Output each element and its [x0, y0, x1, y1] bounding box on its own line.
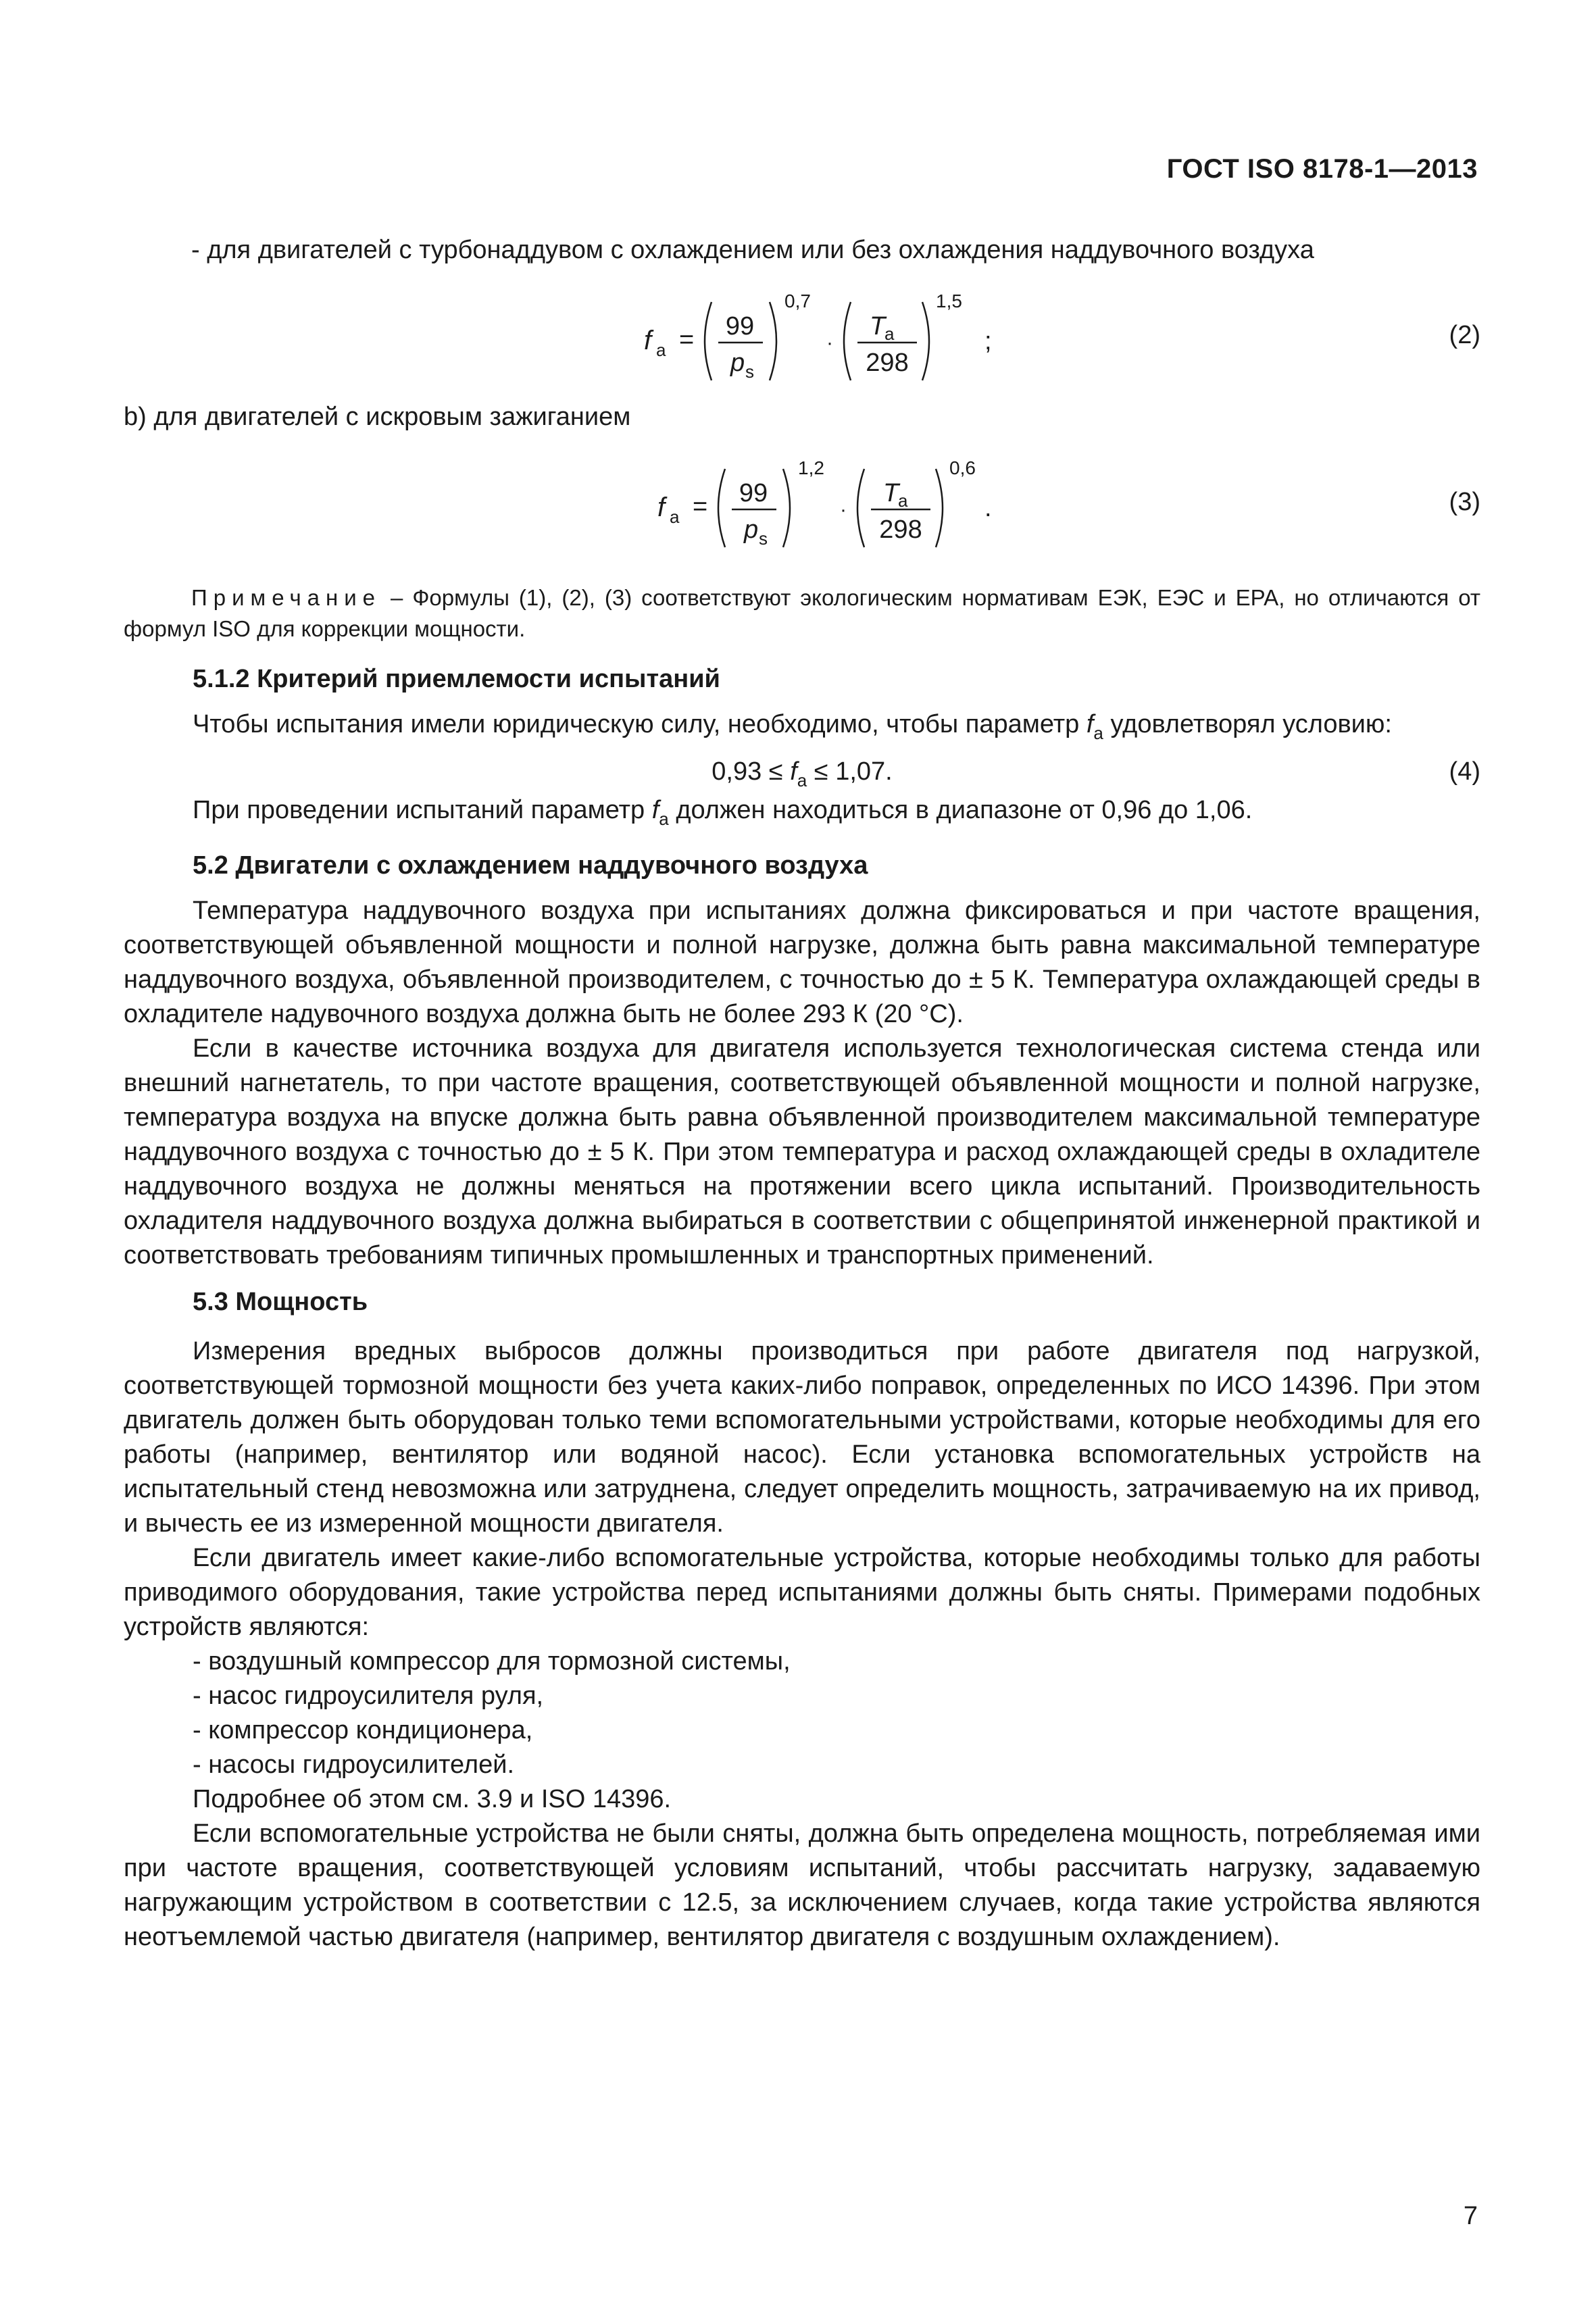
formula-2-lhs: f: [644, 326, 652, 355]
formula-3-den2: 298: [879, 515, 922, 544]
list-item: - воздушный компрессор для тормозной системы,: [193, 1647, 791, 1676]
formula-2-num2: T: [870, 312, 886, 341]
formula-3-paren-l1: [718, 469, 725, 547]
section-5-1-2-paragraph-1: Чтобы испытания имели юридическую силу, необходимо, чтобы параметр $f_a$ удовлетворял условию:: [193, 710, 1392, 743]
formula-3-exp1: 1,2: [798, 457, 824, 478]
formula-3-lhs-sub: a: [670, 507, 680, 527]
formula-3-den1-sub: s: [759, 528, 768, 549]
formula-2-den1: p: [730, 349, 745, 377]
section-5-3-heading: 5.3 Мощность: [193, 1288, 368, 1316]
formula-2-num2-sub: a: [884, 324, 895, 344]
section-5-3-paragraph-3: Подробнее об этом см. 3.9 и ISO 14396.: [193, 1785, 672, 1813]
formula-4-number: (4): [1449, 757, 1480, 786]
formula-3-num2-sub: a: [898, 491, 908, 511]
note-paragraph: [124, 582, 1480, 645]
item-b-text: b) для двигателей с искровым зажиганием: [124, 403, 631, 431]
formula-2-paren-l2: [844, 302, 851, 380]
formula-2: [644, 287, 1049, 395]
formula-4: $0,93 \le f_a \le 1,07$.: [712, 757, 893, 790]
note-text: Формулы (1), (2), (3) соответствуют экологическим нормативам ЕЭК, ЕЭС и EPA, но отличаются от формул ISO для коррекции мощности.: [124, 585, 1480, 641]
formula-2-paren-r1: [770, 302, 776, 380]
note-block: [124, 582, 1480, 645]
formula-4-row: [124, 755, 1480, 789]
formula-3-paren-l2: [857, 469, 864, 547]
formula-3-num2: T: [883, 479, 899, 507]
formula-2-row: [124, 287, 1480, 395]
section-5-2-paragraph-1: Температура наддувочного воздуха при испытаниях должна фиксироваться и при частоте вращения, соответствующей объявленной мощности и полной нагрузке, должна быть равна максимальной температуре наддувочного воздуха, объявленной производителем, с точностью до ± 5 К. Температура охлаждающей среды в охладителе надувочного воздуха должна быть не более 293 К (20 °С).: [124, 897, 1480, 1028]
formula-3-row: [124, 454, 1480, 562]
formula-3-tail: .: [984, 494, 992, 522]
section-5-1-2-heading: 5.1.2 Критерий приемлемости испытаний: [193, 665, 720, 693]
page-number: 7: [1463, 2202, 1478, 2230]
formula-3-num1: 99: [739, 479, 768, 507]
formula-3-paren-r2: [936, 469, 943, 547]
section-5-1-2-paragraph-2: При проведении испытаний параметр $f_a$ должен находиться в диапазоне от 0,96 до 1,06.: [193, 796, 1253, 829]
document-header: ГОСТ ISO 8178-1—2013: [1166, 154, 1478, 184]
formula-2-number: (2): [1449, 321, 1480, 349]
list-item: - насос гидроусилителя руля,: [193, 1682, 544, 1710]
section-5-3-paragraph-1: Измерения вредных выбросов должны производиться при работе двигателя под нагрузкой, соответствующей тормозной мощности без учета каких-либо поправок, определенных по ИСО 14396. При этом двигатель должен быть оборудован только теми вспомогательными устройствами, которые необходимы для его работы (например, вентилятор или водяной насос). Если установка вспомогательных устройств на испытательный стенд невозможна или затруднена, следует определить мощность, затрачиваемую на их привод, и вычесть ее из измеренной мощности двигателя.: [124, 1337, 1480, 1538]
formula-2-eq: =: [679, 326, 695, 354]
formula-2-den1-sub: s: [745, 361, 754, 382]
formula-3-paren-r1: [783, 469, 790, 547]
note-label: Примечание: [191, 585, 382, 610]
formula-2-den2: 298: [866, 349, 909, 377]
intro-section: [124, 233, 1480, 268]
section-5-3-paragraph-2: Если двигатель имеет какие-либо вспомогательные устройства, которые необходимы только для работы приводимого оборудования, такие устройства перед испытаниями должны быть сняты. Примерами подобных устройств являются:: [124, 1544, 1480, 1641]
formula-2-num1: 99: [725, 312, 755, 341]
formula-3-lhs: f: [657, 493, 666, 522]
section-5-2-heading: 5.2 Двигатели с охлаждением наддувочного воздуха: [193, 851, 868, 880]
formula-2-paren-l1: [705, 302, 712, 380]
formula-2-paren-r2: [922, 302, 929, 380]
formula-3-number: (3): [1449, 488, 1480, 516]
formula-3: [657, 454, 1063, 562]
formula-3-exp2: 0,6: [949, 457, 976, 478]
formula-2-lhs-sub: a: [656, 340, 666, 360]
formula-2-dot: ·: [826, 332, 833, 354]
formula-2-exp2: 1,5: [936, 291, 962, 311]
intro-line: - для двигателей с турбонаддувом с охлаждением или без охлаждения наддувочного воздуха: [191, 236, 1314, 264]
note-dash: –: [381, 585, 413, 610]
section-5-3-paragraph-4: Если вспомогательные устройства не были сняты, должна быть определена мощность, потребляемая ими при частоте вращения, соответствующей условиям испытаний, чтобы рассчитать нагрузку, задаваемую нагружающим устройством в соответствии с 12.5, за исключением случаев, когда такие устройства являются неотъемлемой частью двигателя (например, вентилятор двигателя с воздушным охлаждением).: [124, 1819, 1480, 1951]
section-5-2-paragraph-2: Если в качестве источника воздуха для двигателя используется технологическая система стенда или внешний нагнетатель, то при частоте вращения, соответствующей объявленной мощности и полной нагрузке, температура воздуха на впуске должна быть равна объявленной производителем максимальной температуре наддувочного воздуха с точностью до ± 5 К. При этом температура и расход охлаждающей среды в охладителе наддувочного воздуха не должны меняться на протяжении всего цикла испытаний. Производительность охладителя наддувочного воздуха должна выбираться в соответствии с общепринятой инженерной практикой и соответствовать требованиям типичных промышленных и транспортных применений.: [124, 1034, 1480, 1269]
formula-2-tail: ;: [984, 327, 992, 355]
formula-2-exp1: 0,7: [784, 291, 811, 311]
formula-3-eq: =: [693, 493, 708, 521]
formula-3-den1: p: [744, 515, 759, 544]
item-b: [124, 400, 1480, 434]
formula-3-dot: ·: [840, 499, 847, 521]
section-5-1-2: [124, 662, 1480, 1955]
list-item: - насосы гидроусилителей.: [193, 1751, 515, 1779]
list-item: - компрессор кондиционера,: [193, 1716, 533, 1744]
